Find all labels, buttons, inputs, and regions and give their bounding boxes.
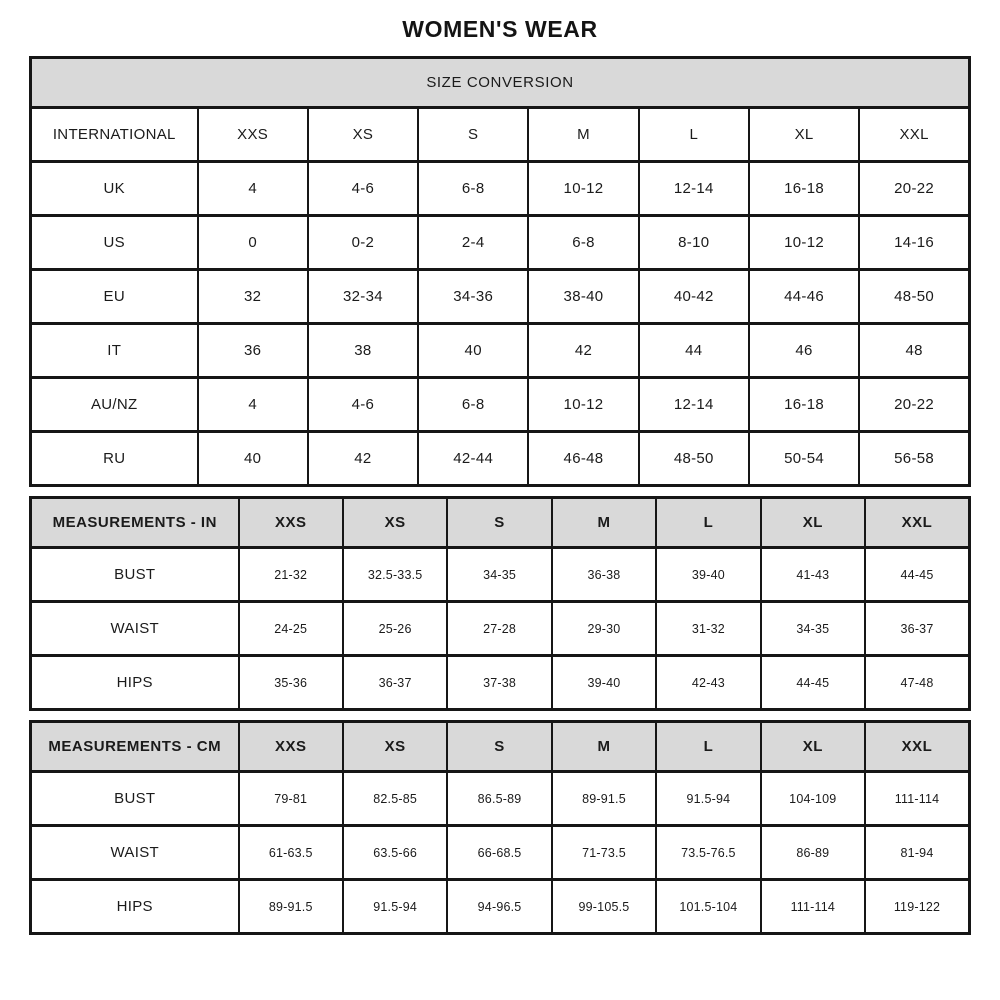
measurements-cm-table — [29, 720, 971, 935]
cell: 89-91.5 — [552, 772, 656, 826]
cell: M — [528, 108, 638, 162]
cell: 31-32 — [656, 602, 760, 656]
table-row — [31, 772, 970, 826]
cell: 61-63.5 — [239, 826, 343, 880]
cell: 111-114 — [761, 880, 865, 934]
cell: XXS — [198, 108, 308, 162]
cell: XS — [308, 108, 418, 162]
size-conversion-body — [31, 58, 970, 486]
cell: 119-122 — [865, 880, 969, 934]
cell: 48-50 — [859, 270, 969, 324]
measurements-cm-body — [31, 722, 970, 934]
cell: 42 — [308, 432, 418, 486]
size-column-header: L — [656, 722, 760, 772]
cell: 8-10 — [639, 216, 749, 270]
cell: 42 — [528, 324, 638, 378]
cell: 66-68.5 — [447, 826, 551, 880]
row-label: AU/NZ — [31, 378, 198, 432]
cell: 41-43 — [761, 548, 865, 602]
cell: 10-12 — [749, 216, 859, 270]
size-column-header: XL — [761, 722, 865, 772]
cell: 32 — [198, 270, 308, 324]
cell: 99-105.5 — [552, 880, 656, 934]
cell: XXL — [859, 108, 969, 162]
cell: 16-18 — [749, 162, 859, 216]
cell: 50-54 — [749, 432, 859, 486]
cell: 71-73.5 — [552, 826, 656, 880]
cell: 32-34 — [308, 270, 418, 324]
row-label: EU — [31, 270, 198, 324]
cell: 42-44 — [418, 432, 528, 486]
measurements-header-label: MEASUREMENTS - CM — [31, 722, 239, 772]
size-header-row — [31, 498, 970, 548]
cell: 48 — [859, 324, 969, 378]
cell: 34-36 — [418, 270, 528, 324]
size-column-header: XXL — [865, 722, 969, 772]
cell: XL — [749, 108, 859, 162]
row-label: BUST — [31, 772, 239, 826]
table-row — [31, 270, 970, 324]
cell: 12-14 — [639, 162, 749, 216]
cell: 24-25 — [239, 602, 343, 656]
cell: 32.5-33.5 — [343, 548, 447, 602]
cell: 89-91.5 — [239, 880, 343, 934]
cell: 20-22 — [859, 162, 969, 216]
cell: 21-32 — [239, 548, 343, 602]
row-label: UK — [31, 162, 198, 216]
cell: 82.5-85 — [343, 772, 447, 826]
cell: 4 — [198, 162, 308, 216]
cell: 111-114 — [865, 772, 969, 826]
cell: 29-30 — [552, 602, 656, 656]
cell: 73.5-76.5 — [656, 826, 760, 880]
cell: 40 — [418, 324, 528, 378]
size-column-header: XS — [343, 498, 447, 548]
cell: S — [418, 108, 528, 162]
cell: 46 — [749, 324, 859, 378]
cell: 63.5-66 — [343, 826, 447, 880]
row-label: US — [31, 216, 198, 270]
page-title: WOMEN'S WEAR — [402, 16, 598, 42]
table-row — [31, 880, 970, 934]
cell: 56-58 — [859, 432, 969, 486]
size-column-header: M — [552, 722, 656, 772]
cell: 14-16 — [859, 216, 969, 270]
cell: 37-38 — [447, 656, 551, 710]
size-header-row — [31, 722, 970, 772]
size-conversion-table — [29, 56, 971, 487]
table-row — [31, 826, 970, 880]
cell: 34-35 — [761, 602, 865, 656]
cell: 35-36 — [239, 656, 343, 710]
cell: 4-6 — [308, 162, 418, 216]
table-row — [31, 108, 970, 162]
cell: L — [639, 108, 749, 162]
row-label: IT — [31, 324, 198, 378]
size-column-header: S — [447, 498, 551, 548]
size-column-header: XXL — [865, 498, 969, 548]
size-conversion-title: SIZE CONVERSION — [31, 58, 970, 108]
cell: 0-2 — [308, 216, 418, 270]
cell: 12-14 — [639, 378, 749, 432]
cell: 86.5-89 — [447, 772, 551, 826]
cell: 4-6 — [308, 378, 418, 432]
measurements-in-body — [31, 498, 970, 710]
table-row — [31, 656, 970, 710]
cell: 6-8 — [528, 216, 638, 270]
cell: 6-8 — [418, 162, 528, 216]
cell: 48-50 — [639, 432, 749, 486]
size-column-header: XL — [761, 498, 865, 548]
cell: 44-45 — [865, 548, 969, 602]
cell: 91.5-94 — [343, 880, 447, 934]
cell: 36-38 — [552, 548, 656, 602]
size-column-header: S — [447, 722, 551, 772]
size-column-header: M — [552, 498, 656, 548]
cell: 38 — [308, 324, 418, 378]
size-column-header: XXS — [239, 498, 343, 548]
cell: 36-37 — [865, 602, 969, 656]
row-label: INTERNATIONAL — [31, 108, 198, 162]
table-row — [31, 548, 970, 602]
measurements-in-table — [29, 496, 971, 711]
cell: 44 — [639, 324, 749, 378]
table-caption-row — [31, 58, 970, 108]
cell: 20-22 — [859, 378, 969, 432]
cell: 79-81 — [239, 772, 343, 826]
cell: 86-89 — [761, 826, 865, 880]
table-row — [31, 602, 970, 656]
table-row — [31, 432, 970, 486]
cell: 44-46 — [749, 270, 859, 324]
cell: 10-12 — [528, 162, 638, 216]
cell: 46-48 — [528, 432, 638, 486]
cell: 25-26 — [343, 602, 447, 656]
table-row — [31, 324, 970, 378]
cell: 2-4 — [418, 216, 528, 270]
cell: 101.5-104 — [656, 880, 760, 934]
size-column-header: XS — [343, 722, 447, 772]
cell: 47-48 — [865, 656, 969, 710]
cell: 94-96.5 — [447, 880, 551, 934]
cell: 0 — [198, 216, 308, 270]
cell: 91.5-94 — [656, 772, 760, 826]
measurements-header-label: MEASUREMENTS - IN — [31, 498, 239, 548]
cell: 39-40 — [656, 548, 760, 602]
cell: 16-18 — [749, 378, 859, 432]
cell: 36 — [198, 324, 308, 378]
table-row — [31, 378, 970, 432]
row-label: HIPS — [31, 880, 239, 934]
cell: 104-109 — [761, 772, 865, 826]
row-label: WAIST — [31, 826, 239, 880]
cell: 10-12 — [528, 378, 638, 432]
row-label: BUST — [31, 548, 239, 602]
cell: 38-40 — [528, 270, 638, 324]
cell: 36-37 — [343, 656, 447, 710]
cell: 44-45 — [761, 656, 865, 710]
cell: 42-43 — [656, 656, 760, 710]
row-label: WAIST — [31, 602, 239, 656]
row-label: RU — [31, 432, 198, 486]
row-label: HIPS — [31, 656, 239, 710]
cell: 39-40 — [552, 656, 656, 710]
cell: 34-35 — [447, 548, 551, 602]
cell: 4 — [198, 378, 308, 432]
size-column-header: XXS — [239, 722, 343, 772]
size-column-header: L — [656, 498, 760, 548]
cell: 6-8 — [418, 378, 528, 432]
cell: 40-42 — [639, 270, 749, 324]
table-row — [31, 162, 970, 216]
cell: 81-94 — [865, 826, 969, 880]
cell: 40 — [198, 432, 308, 486]
table-row — [31, 216, 970, 270]
cell: 27-28 — [447, 602, 551, 656]
